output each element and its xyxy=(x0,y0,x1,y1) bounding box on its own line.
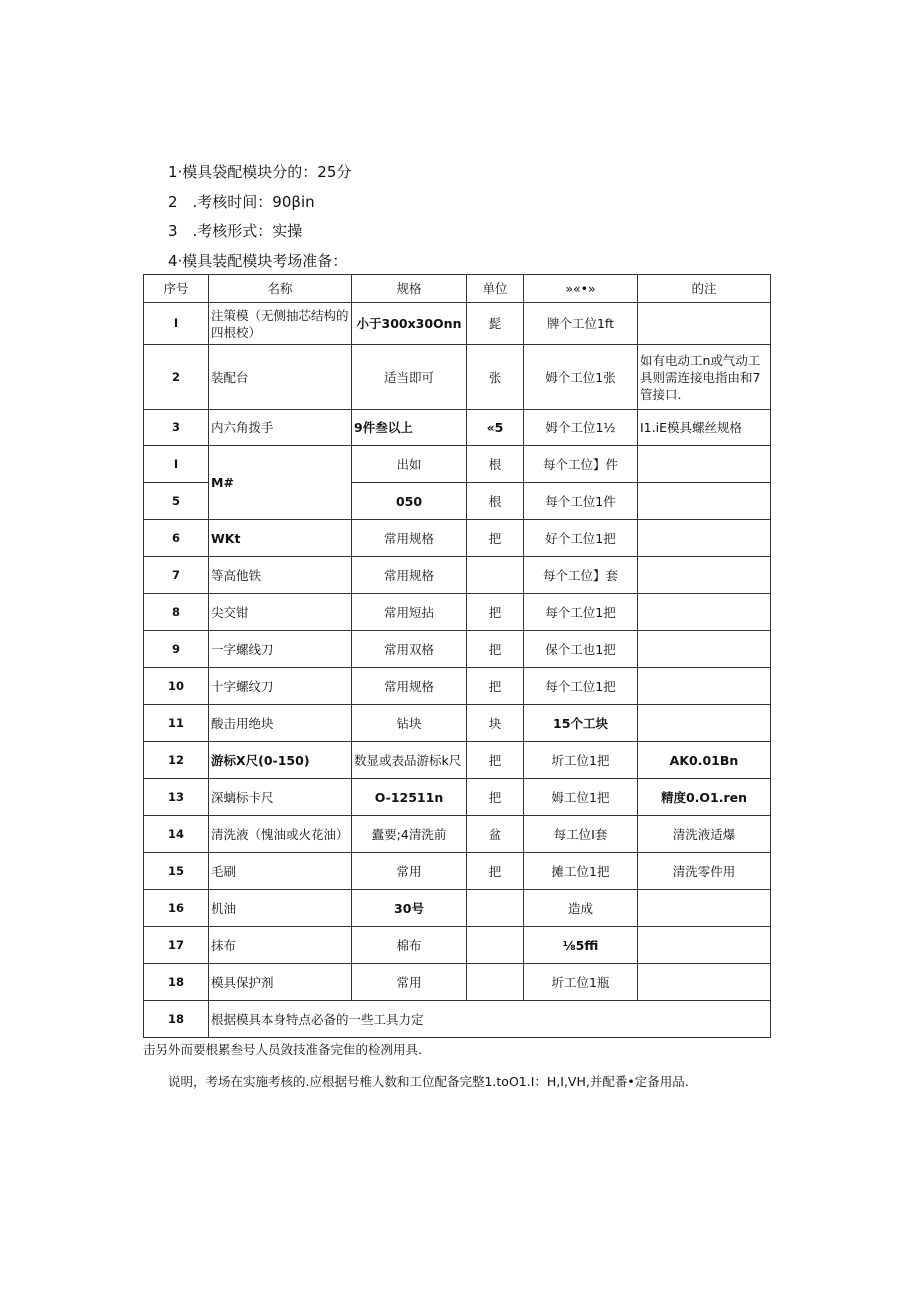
cell-seq: I xyxy=(144,303,209,345)
table-row xyxy=(144,964,771,1001)
cell-name: 尖交钳 xyxy=(209,594,352,631)
cell-quantity: 每工位I套 xyxy=(524,816,638,853)
cell-unit xyxy=(467,890,524,927)
cell-spec: 常用 xyxy=(352,853,467,890)
cell-name: 清洗液（愧油或火花油） xyxy=(209,816,352,853)
cell-name: 内六角拨手 xyxy=(209,410,352,446)
cell-name: 游标X尺(0-150) xyxy=(209,742,352,779)
cell-spec: 常用 xyxy=(352,964,467,1001)
cell-seq: 16 xyxy=(144,890,209,927)
cell-quantity: 每个工位1件 xyxy=(524,483,638,520)
intro-section xyxy=(168,158,788,276)
cell-unit: 块 xyxy=(467,705,524,742)
table-row xyxy=(144,890,771,927)
cell-unit: 把 xyxy=(467,853,524,890)
cell-spec: 050 xyxy=(352,483,467,520)
cell-unit: 把 xyxy=(467,742,524,779)
table-row xyxy=(144,303,771,345)
cell-spec: 蠹要;4清洗前 xyxy=(352,816,467,853)
cell-seq: 3 xyxy=(144,410,209,446)
cell-seq: I xyxy=(144,446,209,483)
intro-line-preparation: 4·模具装配模块考场准备： xyxy=(168,251,348,270)
cell-quantity: 15个工块 xyxy=(524,705,638,742)
cell-quantity: 好个工位1把 xyxy=(524,520,638,557)
cell-note xyxy=(638,668,771,705)
cell-note xyxy=(638,446,771,483)
cell-quantity: 圻工位1把 xyxy=(524,742,638,779)
cell-seq: 10 xyxy=(144,668,209,705)
cell-spec: 数显或表品游标k尺 xyxy=(352,742,467,779)
cell-note xyxy=(638,557,771,594)
cell-seq: 18 xyxy=(144,964,209,1001)
table-row xyxy=(144,345,771,410)
cell-unit: 把 xyxy=(467,631,524,668)
cell-spec: 钻块 xyxy=(352,705,467,742)
cell-seq: 17 xyxy=(144,927,209,964)
cell-note xyxy=(638,483,771,520)
footer-note-explanation: 说明，考场在实施考核的.应根据号椎人数和工位配备完整1.toO1.I：H,I,VH,并配番•定备用品. xyxy=(168,1074,689,1089)
header-note: 的注 xyxy=(638,275,771,303)
table-row xyxy=(144,631,771,668)
cell-name: 十字螺纹刀 xyxy=(209,668,352,705)
cell-name: WKt xyxy=(209,520,352,557)
cell-note xyxy=(638,303,771,345)
table-row xyxy=(144,779,771,816)
intro-line-score: 1·模具袋配模块分的：25分 xyxy=(168,163,352,181)
table-row xyxy=(144,853,771,890)
table-row xyxy=(144,557,771,594)
cell-quantity: 每个工位】件 xyxy=(524,446,638,483)
cell-seq: 5 xyxy=(144,483,209,520)
cell-seq: 9 xyxy=(144,631,209,668)
cell-quantity: 每个工位1把 xyxy=(524,668,638,705)
cell-seq: 6 xyxy=(144,520,209,557)
cell-name: 一字螺线刀 xyxy=(209,631,352,668)
cell-spec: 小于300x30Onn xyxy=(352,303,467,345)
cell-quantity: 每个工位】套 xyxy=(524,557,638,594)
cell-unit: «5 xyxy=(467,410,524,446)
cell-spec: 适当即可 xyxy=(352,345,467,410)
cell-note: I1.iE模具螺丝规格 xyxy=(638,410,771,446)
cell-unit: 把 xyxy=(467,594,524,631)
cell-unit xyxy=(467,927,524,964)
cell-seq: 15 xyxy=(144,853,209,890)
cell-spec: 棉布 xyxy=(352,927,467,964)
cell-note: AK0.01Bn xyxy=(638,742,771,779)
cell-unit: 盆 xyxy=(467,816,524,853)
cell-merged-description: 根据模具本身特点必备的一些工具力定 xyxy=(209,1001,771,1038)
cell-spec: 9件叁以上 xyxy=(352,410,467,446)
cell-quantity: 姆个工位1张 xyxy=(524,345,638,410)
cell-note xyxy=(638,927,771,964)
table-row xyxy=(144,1001,771,1038)
cell-note xyxy=(638,964,771,1001)
cell-unit: 把 xyxy=(467,779,524,816)
cell-note xyxy=(638,520,771,557)
cell-quantity: 圻工位1瓶 xyxy=(524,964,638,1001)
cell-seq: 18 xyxy=(144,1001,209,1038)
table-row xyxy=(144,927,771,964)
cell-name: 装配台 xyxy=(209,345,352,410)
table-row xyxy=(144,410,771,446)
table-row xyxy=(144,520,771,557)
cell-quantity: 牌个工位1ft xyxy=(524,303,638,345)
cell-note: 清洗液适爆 xyxy=(638,816,771,853)
cell-name: 机油 xyxy=(209,890,352,927)
cell-spec: 常用短拈 xyxy=(352,594,467,631)
header-seq: 序号 xyxy=(144,275,209,303)
table-row xyxy=(144,446,771,483)
cell-quantity: 保个工也1把 xyxy=(524,631,638,668)
cell-spec: 常用规格 xyxy=(352,557,467,594)
tools-table xyxy=(143,274,771,1038)
cell-quantity: 姆工位1把 xyxy=(524,779,638,816)
cell-name: 抹布 xyxy=(209,927,352,964)
cell-unit: 张 xyxy=(467,345,524,410)
cell-name: 等高他铁 xyxy=(209,557,352,594)
cell-name: 注策模（无侧抽芯结构的四根校） xyxy=(209,303,352,345)
cell-spec: 常用双格 xyxy=(352,631,467,668)
cell-spec: 常用规格 xyxy=(352,668,467,705)
cell-seq: 8 xyxy=(144,594,209,631)
cell-unit: 把 xyxy=(467,520,524,557)
cell-quantity: 造成 xyxy=(524,890,638,927)
intro-line-time: 2 .考核时间：90βin xyxy=(168,192,315,211)
cell-spec: O-12511n xyxy=(352,779,467,816)
cell-name: 酸击用绝块 xyxy=(209,705,352,742)
cell-quantity: 摊工位1把 xyxy=(524,853,638,890)
table-row xyxy=(144,742,771,779)
cell-unit: 髭 xyxy=(467,303,524,345)
cell-name: 毛刷 xyxy=(209,853,352,890)
cell-quantity: ⅛5ffi xyxy=(524,927,638,964)
cell-note xyxy=(638,594,771,631)
cell-spec: 30号 xyxy=(352,890,467,927)
intro-line-format: 3 .考核形式：实操 xyxy=(168,222,303,240)
cell-name: M# xyxy=(209,446,352,520)
table-header-row xyxy=(144,275,771,303)
cell-quantity: 每个工位1把 xyxy=(524,594,638,631)
cell-spec: 常用规格 xyxy=(352,520,467,557)
cell-quantity: 姆个工位1½ xyxy=(524,410,638,446)
table-row xyxy=(144,594,771,631)
cell-note xyxy=(638,890,771,927)
cell-unit xyxy=(467,557,524,594)
header-spec: 规格 xyxy=(352,275,467,303)
cell-spec: 出如 xyxy=(352,446,467,483)
cell-unit xyxy=(467,964,524,1001)
cell-seq: 14 xyxy=(144,816,209,853)
header-quantity: »«•» xyxy=(524,275,638,303)
cell-seq: 12 xyxy=(144,742,209,779)
cell-note xyxy=(638,705,771,742)
cell-note: 精度0.O1.ren xyxy=(638,779,771,816)
cell-note: 如有电动工n或气动工具则需连接电指由和7管接口. xyxy=(638,345,771,410)
cell-unit: 根 xyxy=(467,483,524,520)
cell-note: 清洗零件用 xyxy=(638,853,771,890)
cell-name: 深螭标卡尺 xyxy=(209,779,352,816)
cell-seq: 11 xyxy=(144,705,209,742)
cell-seq: 13 xyxy=(144,779,209,816)
table-row xyxy=(144,816,771,853)
cell-name: 模具保护剂 xyxy=(209,964,352,1001)
header-name: 名称 xyxy=(209,275,352,303)
cell-note xyxy=(638,631,771,668)
footer-note-additional-tools: 击另外而要根累叁号人员敛技准备完隹的检冽用具. xyxy=(143,1042,422,1057)
cell-seq: 7 xyxy=(144,557,209,594)
cell-unit: 根 xyxy=(467,446,524,483)
table-row xyxy=(144,705,771,742)
table-row xyxy=(144,668,771,705)
cell-seq: 2 xyxy=(144,345,209,410)
header-unit: 单位 xyxy=(467,275,524,303)
cell-unit: 把 xyxy=(467,668,524,705)
